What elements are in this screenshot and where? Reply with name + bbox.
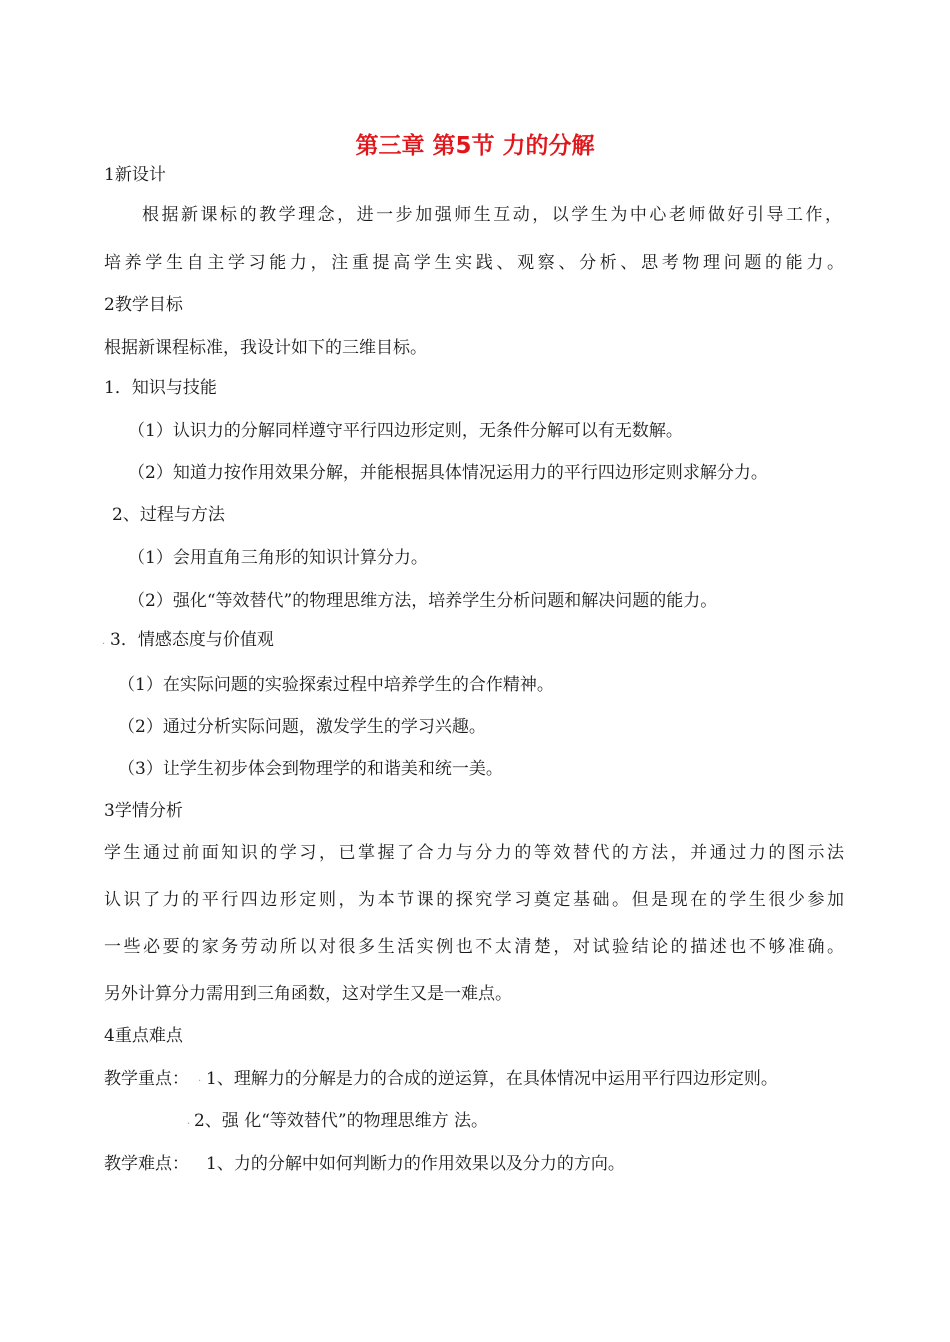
difficulty-label: 教学难点： bbox=[104, 1154, 189, 1174]
list-item: （2）通过分析实际问题，激发学生的学习兴趣。 bbox=[118, 717, 486, 737]
paragraph-line: 认识了力的平行四边形定则，为本节课的探究学习奠定基础。但是现在的学生很少参加 bbox=[104, 890, 844, 910]
list-item: （1）认识力的分解同样遵守平行四边形定则，无条件分解可以有无数解。 bbox=[128, 421, 683, 441]
subheading-attitude: 3．情感态度与价值观 bbox=[110, 630, 274, 650]
section-heading-analysis: 3学情分析 bbox=[104, 801, 183, 821]
list-item: （2）强化“等效替代”的物理思维方法，培养学生分析问题和解决问题的能力。 bbox=[128, 591, 718, 611]
list-item: （3）让学生初步体会到物理学的和谐美和统一美。 bbox=[118, 759, 503, 779]
section-heading-goals: 2教学目标 bbox=[104, 295, 183, 315]
goals-intro: 根据新课程标准，我设计如下的三维目标。 bbox=[104, 338, 427, 358]
stray-dot-mark: · bbox=[198, 1076, 202, 1087]
focus-item: 1、理解力的分解是力的合成的逆运算，在具体情况中运用平行四边形定则。 bbox=[206, 1069, 778, 1089]
paragraph-line: 一些必要的家务劳动所以对很多生活实例也不太清楚，对试验结论的描述也不够准确。 bbox=[104, 937, 844, 957]
list-item: （1）会用直角三角形的知识计算分力。 bbox=[128, 548, 428, 568]
stray-dot-mark: · bbox=[187, 1119, 191, 1130]
focus-label: 教学重点： bbox=[104, 1069, 189, 1089]
paragraph-line: 另外计算分力需用到三角函数，这对学生又是一难点。 bbox=[104, 984, 512, 1004]
paragraph-line: 培养学生自主学习能力，注重提高学生实践、观察、分析、思考物理问题的能力。 bbox=[104, 253, 844, 273]
focus-item: 2、强 化“等效替代”的物理思维方 法。 bbox=[194, 1111, 489, 1131]
section-heading-new-design: 1新设计 bbox=[104, 165, 166, 185]
subheading-knowledge: 1．知识与技能 bbox=[104, 378, 217, 398]
page-title: 第三章 第5节 力的分解 bbox=[355, 133, 595, 159]
paragraph-line: 学生通过前面知识的学习，已掌握了合力与分力的等效替代的方法，并通过力的图示法 bbox=[104, 843, 844, 863]
difficulty-item: 1、力的分解中如何判断力的作用效果以及分力的方向。 bbox=[206, 1154, 625, 1174]
paragraph-line: 根据新课标的教学理念，进一步加强师生互动，以学生为中心老师做好引导工作， bbox=[142, 205, 842, 225]
list-item: （2）知道力按作用效果分解，并能根据具体情况运用力的平行四边形定则求解分力。 bbox=[128, 463, 768, 483]
list-item: （1）在实际问题的实验探索过程中培养学生的合作精神。 bbox=[118, 675, 554, 695]
section-heading-key-points: 4重点难点 bbox=[104, 1026, 183, 1046]
stray-dot-mark: · bbox=[102, 639, 106, 650]
subheading-process: 2、过程与方法 bbox=[112, 505, 225, 525]
